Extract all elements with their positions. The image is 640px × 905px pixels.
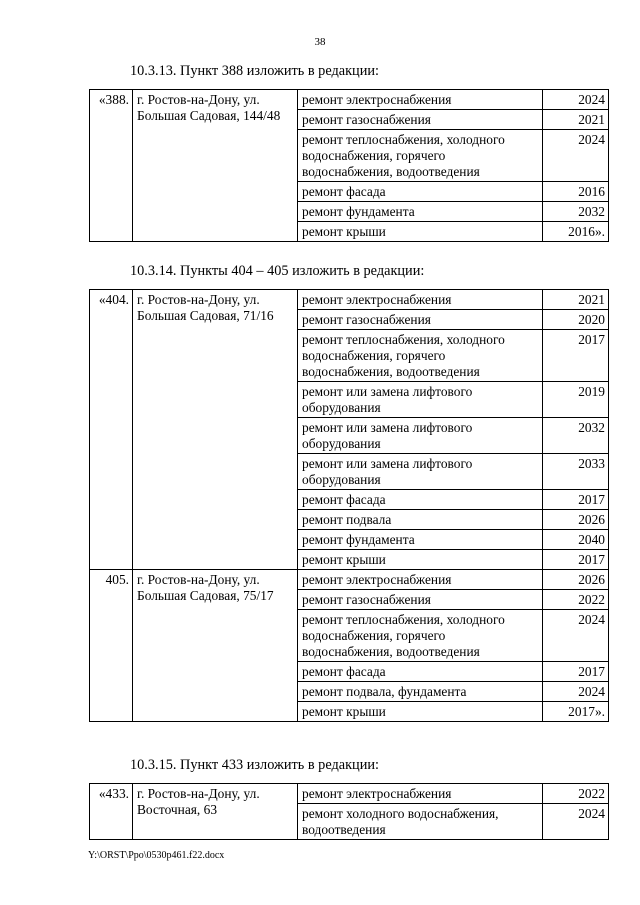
year-cell: 2017». bbox=[543, 702, 609, 722]
year-cell: 2026 bbox=[543, 510, 609, 530]
work-type-cell: ремонт электроснабжения bbox=[298, 290, 543, 310]
table-row bbox=[90, 784, 609, 804]
year-cell: 2021 bbox=[543, 290, 609, 310]
year-cell: 2032 bbox=[543, 418, 609, 454]
year-cell: 2022 bbox=[543, 590, 609, 610]
year-cell: 2017 bbox=[543, 330, 609, 382]
work-type-cell: ремонт крыши bbox=[298, 550, 543, 570]
work-type-cell: ремонт электроснабжения bbox=[298, 784, 543, 804]
year-cell: 2024 bbox=[543, 682, 609, 702]
amendment-table bbox=[89, 89, 609, 242]
year-cell: 2020 bbox=[543, 310, 609, 330]
item-number: «433. bbox=[90, 784, 133, 840]
year-cell: 2024 bbox=[543, 610, 609, 662]
year-cell: 2016». bbox=[543, 222, 609, 242]
year-cell: 2032 bbox=[543, 202, 609, 222]
work-type-cell: ремонт фундамента bbox=[298, 530, 543, 550]
address-cell: г. Ростов-на-Дону, ул. Восточная, 63 bbox=[133, 784, 298, 840]
year-cell: 2021 bbox=[543, 110, 609, 130]
work-type-cell: ремонт фасада bbox=[298, 490, 543, 510]
work-type-cell: ремонт теплоснабжения, холодного водоснабжения, горячего водоснабжения, водоотведения bbox=[298, 610, 543, 662]
address-cell: г. Ростов-на-Дону, ул. Большая Садовая, 144/48 bbox=[133, 90, 298, 242]
section-heading: 10.3.15. Пункт 433 изложить в редакции: bbox=[130, 757, 379, 773]
item-number: «404. bbox=[90, 290, 133, 570]
address-cell: г. Ростов-на-Дону, ул. Большая Садовая, 71/16 bbox=[133, 290, 298, 570]
page-number: 38 bbox=[314, 36, 326, 48]
work-type-cell: ремонт электроснабжения bbox=[298, 90, 543, 110]
item-number: 405. bbox=[90, 570, 133, 722]
work-type-cell: ремонт газоснабжения bbox=[298, 590, 543, 610]
section-heading: 10.3.13. Пункт 388 изложить в редакции: bbox=[130, 63, 379, 79]
work-type-cell: ремонт подвала, фундамента bbox=[298, 682, 543, 702]
work-type-cell: ремонт теплоснабжения, холодного водоснабжения, горячего водоснабжения, водоотведения bbox=[298, 330, 543, 382]
amendment-table bbox=[89, 289, 609, 722]
work-type-cell: ремонт подвала bbox=[298, 510, 543, 530]
year-cell: 2024 bbox=[543, 90, 609, 110]
year-cell: 2016 bbox=[543, 182, 609, 202]
work-type-cell: ремонт фундамента bbox=[298, 202, 543, 222]
work-type-cell: ремонт холодного водоснабжения, водоотведения bbox=[298, 804, 543, 840]
year-cell: 2022 bbox=[543, 784, 609, 804]
year-cell: 2017 bbox=[543, 662, 609, 682]
work-type-cell: ремонт крыши bbox=[298, 222, 543, 242]
table-row bbox=[90, 570, 609, 590]
work-type-cell: ремонт газоснабжения bbox=[298, 110, 543, 130]
year-cell: 2024 bbox=[543, 130, 609, 182]
work-type-cell: ремонт или замена лифтового оборудования bbox=[298, 418, 543, 454]
year-cell: 2024 bbox=[543, 804, 609, 840]
year-cell: 2040 bbox=[543, 530, 609, 550]
year-cell: 2033 bbox=[543, 454, 609, 490]
work-type-cell: ремонт теплоснабжения, холодного водоснабжения, горячего водоснабжения, водоотведения bbox=[298, 130, 543, 182]
work-type-cell: ремонт фасада bbox=[298, 182, 543, 202]
work-type-cell: ремонт фасада bbox=[298, 662, 543, 682]
table-row bbox=[90, 90, 609, 110]
work-type-cell: ремонт или замена лифтового оборудования bbox=[298, 382, 543, 418]
year-cell: 2017 bbox=[543, 550, 609, 570]
year-cell: 2017 bbox=[543, 490, 609, 510]
file-path-footer: Y:\ORST\Ppo\0530p461.f22.docx bbox=[88, 850, 225, 861]
work-type-cell: ремонт газоснабжения bbox=[298, 310, 543, 330]
work-type-cell: ремонт электроснабжения bbox=[298, 570, 543, 590]
item-number: «388. bbox=[90, 90, 133, 242]
amendment-table bbox=[89, 783, 609, 840]
year-cell: 2019 bbox=[543, 382, 609, 418]
table-row bbox=[90, 290, 609, 310]
work-type-cell: ремонт или замена лифтового оборудования bbox=[298, 454, 543, 490]
year-cell: 2026 bbox=[543, 570, 609, 590]
address-cell: г. Ростов-на-Дону, ул. Большая Садовая, 75/17 bbox=[133, 570, 298, 722]
section-heading: 10.3.14. Пункты 404 – 405 изложить в редакции: bbox=[130, 263, 425, 279]
work-type-cell: ремонт крыши bbox=[298, 702, 543, 722]
